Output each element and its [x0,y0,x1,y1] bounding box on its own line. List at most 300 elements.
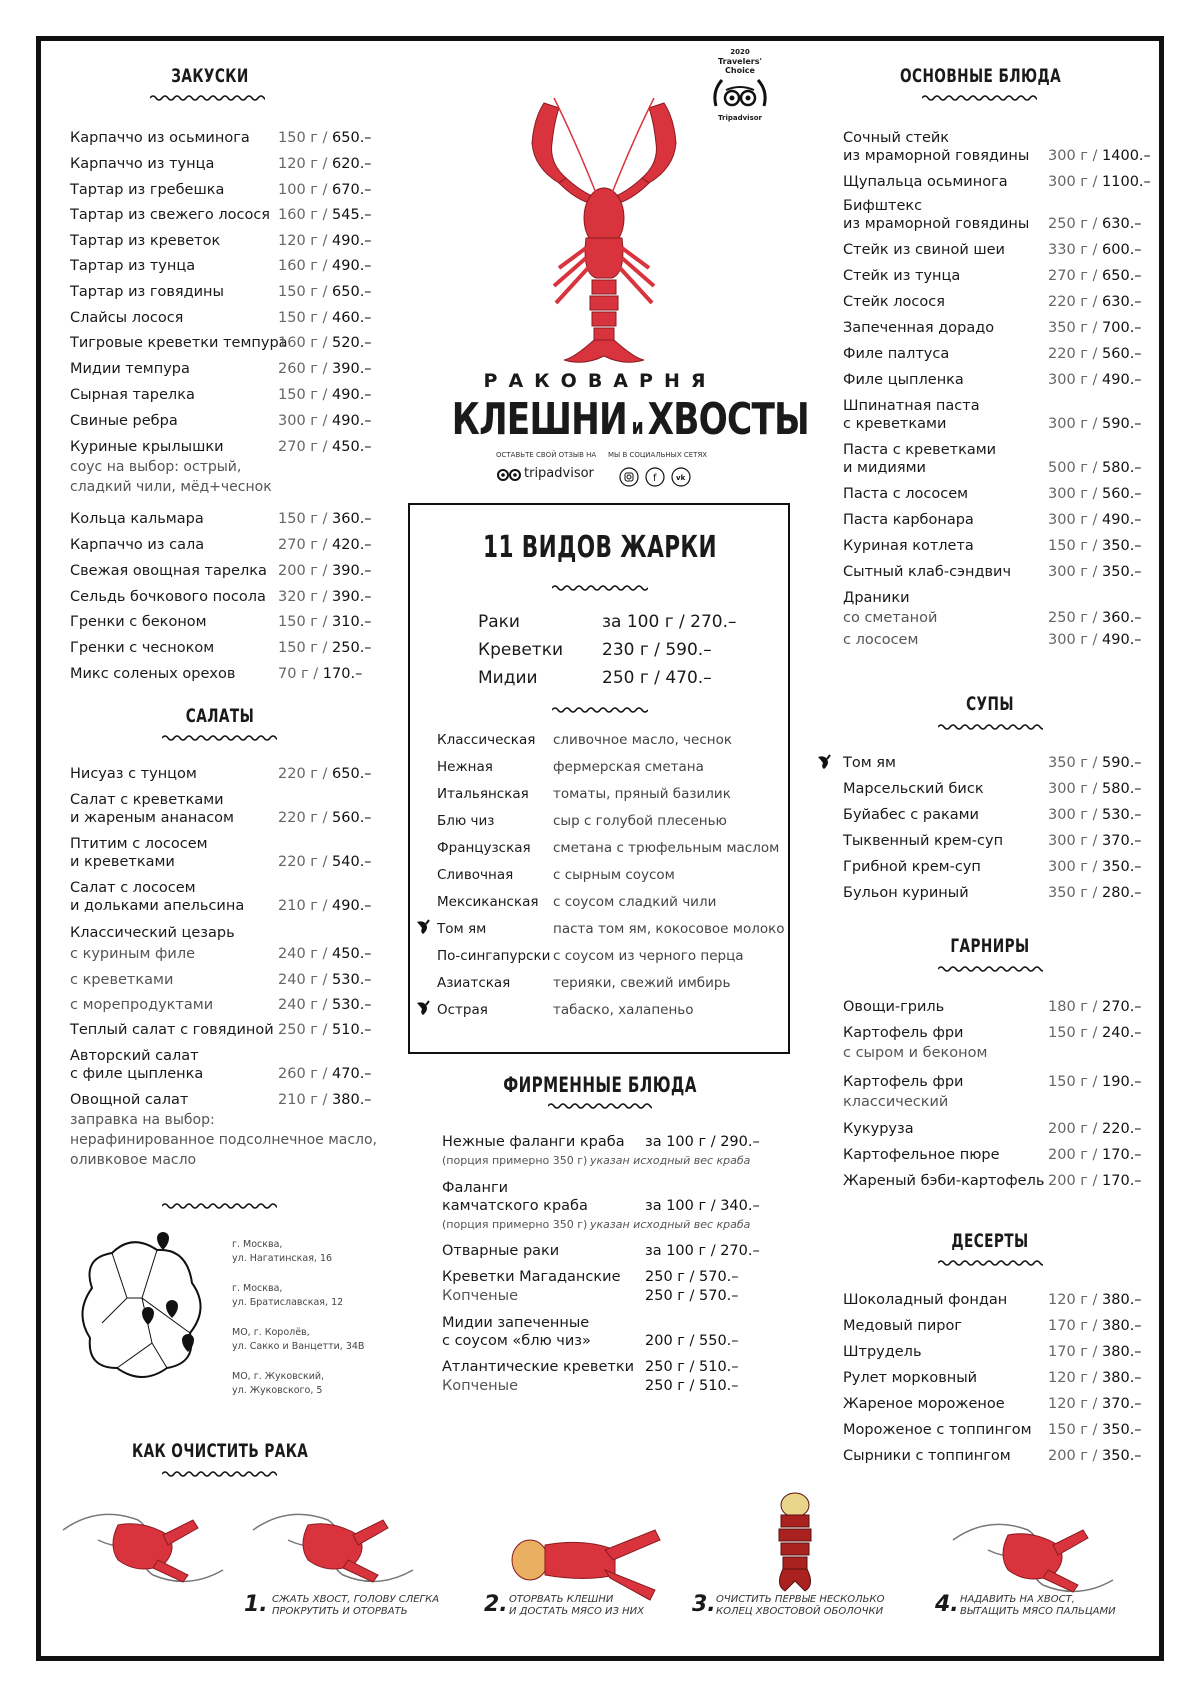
weight: 210 г [278,898,318,914]
signature-crab2-price: за 100 г / 340.– [645,1198,760,1214]
vk-icon[interactable] [671,467,691,487]
sep: / [1087,1292,1103,1308]
price: 350.– [1102,538,1142,554]
price: 510.– [332,1022,372,1038]
main-dish-name: Паста карбонара [843,512,974,528]
sep: / [317,640,333,656]
price-text [278,439,372,456]
price: 545.– [332,207,372,223]
wave-zakuski [150,94,265,102]
main-dish-name: Сытный клаб-сэндвич [843,564,1012,580]
sep: / [317,233,333,249]
brand-name [451,394,809,445]
price-text [1048,1074,1142,1091]
address-line: г. Москва, [232,1239,283,1250]
price: 380.– [1102,1344,1142,1360]
zakuski-item-name: Тартар из тунца [70,258,196,274]
weight: 210 г [278,1092,318,1108]
chili-pepper-icon [414,918,432,936]
weight: 100 г [278,182,318,198]
price: 630.– [1102,294,1142,310]
signature-magadan-price2: 250 г / 570.– [645,1288,739,1304]
price: 350.– [1102,1422,1142,1438]
sep: / [317,972,333,988]
main-dish-name: Филе палтуса [843,346,950,362]
weight: 300 г [1048,148,1088,164]
weight: 350 г [1048,320,1088,336]
address-line: ул. Сакко и Ванцетти, 34В [232,1341,365,1352]
fry-type-name: Азиатская [437,975,511,991]
sep: / [317,511,333,527]
weight: 150 г [278,387,318,403]
signature-note-b: указан исходный вес краба [590,1154,751,1167]
soup-name: Буйабес с раками [843,807,979,823]
main-dish-name: Сочный стейк [843,130,950,146]
weight: 260 г [278,1066,318,1082]
address-line: ул. Жуковского, 5 [232,1385,323,1396]
price-text [1048,610,1142,627]
price-text [1048,486,1142,503]
price: 370.– [1102,1396,1142,1412]
sep: / [317,413,333,429]
sep: / [1087,1396,1103,1412]
weight: 200 г [1048,1121,1088,1137]
sep: / [1087,1121,1103,1137]
author-salad-name: Авторский салат [70,1048,199,1064]
sep: / [317,854,333,870]
price: 490.– [1102,512,1142,528]
caesar-option: с морепродуктами [70,997,214,1013]
tripadvisor-owl-icon[interactable] [496,468,522,482]
price-text [1048,807,1142,824]
warm-salad-name: Теплый салат с говядиной [70,1022,274,1038]
main-dish-name-2: из мраморной говядины [843,216,1030,232]
price-text [278,284,372,301]
main-dish-name: Шпинатная паста [843,398,980,414]
price-text [278,997,372,1014]
main-dish-name: Стейк из тунца [843,268,961,284]
weight: 300 г [1048,512,1088,528]
signature-note: (порция примерно 350 г) [442,1154,588,1167]
weight: 150 г [1048,1422,1088,1438]
price-text [278,946,372,963]
price: 490.– [332,233,372,249]
step-caption: ОТОРВАТЬ КЛЕШНИ [509,1594,614,1605]
side-name: Картофельное пюре [843,1147,1000,1163]
weight: 170 г [1048,1344,1088,1360]
price: 270.– [1102,999,1142,1015]
price: 530.– [332,997,372,1013]
price-text [1048,1396,1142,1413]
price-text [278,310,372,327]
price-text [1048,1025,1142,1042]
weight: 70 г [278,666,309,682]
dessert-name: Сырники с топпингом [843,1448,1011,1464]
price: 190.– [1102,1074,1142,1090]
price-text [278,1066,372,1083]
fry-type-name: Французская [437,840,531,856]
price-text [1048,1292,1142,1309]
salad-name: Нисуаз с тунцом [70,766,197,782]
price-text [278,1022,372,1039]
fry-type-name: Том ям [437,921,487,937]
price-text [278,563,372,580]
fry-base-price: 250 г / 470.– [602,668,712,688]
price: 590.– [1102,416,1142,432]
review-prompt: ОСТАВЬТЕ СВОЙ ОТЗЫВ НА [496,451,597,459]
veg-note: заправка на выбор: [70,1112,215,1128]
price-text [1048,833,1142,850]
price-text [1048,1344,1142,1361]
fry-type-name: По-сингапурски [437,948,551,964]
zakuski-item-name: Кольца кальмара [70,511,204,527]
dessert-name: Рулет морковный [843,1370,978,1386]
signature-mussels-2: с соусом «блю чиз» [442,1333,591,1349]
fry-type-name: Итальянская [437,786,529,802]
price: 580.– [1102,781,1142,797]
signature-note: (порция примерно 350 г) [442,1218,588,1231]
brand-top-line: РАКОВАРНЯ [483,370,717,392]
price: 250.– [332,640,372,656]
price: 650.– [332,284,372,300]
weight: 300 г [1048,564,1088,580]
sep: / [317,387,333,403]
step-caption: СЖАТЬ ХВОСТ, ГОЛОВУ СЛЕГКА [272,1594,440,1605]
price: 470.– [332,1066,372,1082]
sep: / [1087,564,1103,580]
svg-text:f: f [653,473,657,484]
main-dish-name: Бифштекс [843,198,923,214]
price: 350.– [1102,859,1142,875]
weight: 160 г [278,258,318,274]
fry-type-name: Классическая [437,732,536,748]
price-text [1048,999,1142,1016]
wings-note: соус на выбор: острый, [70,459,242,475]
signature-mussels: Мидии запеченные [442,1315,590,1331]
price: 630.– [1102,216,1142,232]
facebook-icon[interactable] [645,467,665,487]
sep: / [308,666,323,682]
price: 380.– [1102,1370,1142,1386]
weight: 300 г [1048,486,1088,502]
sep: / [1087,1318,1103,1334]
price-text [278,413,372,430]
tripadvisor-link[interactable]: tripadvisor [524,466,594,481]
instagram-icon[interactable] [619,467,639,487]
sep: / [317,810,333,826]
weight: 160 г [278,207,318,223]
weight: 150 г [1048,538,1088,554]
dessert-name: Штрудель [843,1344,922,1360]
sep: / [1087,512,1103,528]
price: 360.– [332,511,372,527]
main-dish-name-2: и мидиями [843,460,926,476]
weight: 350 г [1048,755,1088,771]
signature-crab1-price: за 100 г / 290.– [645,1134,760,1150]
price-text [1048,148,1151,165]
weight: 270 г [278,439,318,455]
price: 310.– [332,614,372,630]
signature-magadan-sub: Копченые [442,1288,518,1304]
price-text [1048,1121,1142,1138]
zakuski-item-name: Слайсы лосося [70,310,184,326]
svg-text:vk: vk [676,474,686,482]
step4-tail-shell-illustration [755,1485,930,1595]
price: 380.– [332,1092,372,1108]
chili-pepper-icon [414,999,432,1017]
price-text [278,182,372,199]
price: 620.– [332,156,372,172]
signature-boiled-price: за 100 г / 270.– [645,1243,760,1259]
wave-sides [938,965,1043,973]
sep: / [1087,294,1103,310]
zakuski-item-name: Сельдь бочкового посола [70,589,266,605]
zakuski-item-name: Тартар из свежего лосося [70,207,271,223]
price-text [1048,885,1142,902]
main-dish-name-2: из мраморной говядины [843,148,1030,164]
award-year: 2020 [730,48,750,56]
brand-name-and: и [631,415,643,440]
weight: 270 г [278,537,318,553]
price-text [1048,346,1142,363]
price-text [278,854,372,871]
award-brand: Tripadvisor [718,114,762,122]
salad-name-2: и дольками апельсина [70,898,245,914]
price-text [1048,1448,1142,1465]
sep: / [1087,755,1103,771]
step-caption: НАДАВИТЬ НА ХВОСТ, [960,1594,1075,1605]
price: 220.– [1102,1121,1142,1137]
weight: 300 г [1048,416,1088,432]
zakuski-item-name: Тартар из креветок [70,233,221,249]
price: 490.– [1102,632,1142,648]
price: 170.– [322,666,363,682]
price-text [278,1092,372,1109]
weight: 170 г [1048,1318,1088,1334]
main-dish-name: Запеченная дорадо [843,320,995,336]
step-caption: ПРОКРУТИТЬ И ОТОРВАТЬ [272,1606,408,1617]
sep: / [317,156,333,172]
fry-base-name: Раки [478,612,520,632]
price-text [278,614,372,631]
sep: / [317,310,333,326]
price-text [1048,632,1142,649]
price-text [278,972,372,989]
sep: / [317,537,333,553]
sep: / [1087,216,1103,232]
sep: / [1087,1147,1103,1163]
address-line: ул. Нагатинская, 16 [232,1253,333,1264]
weight: 300 г [278,413,318,429]
weight: 220 г [278,810,318,826]
weight: 500 г [1048,460,1088,476]
price: 350.– [1102,1448,1142,1464]
weight: 200 г [1048,1173,1088,1189]
price: 540.– [332,854,372,870]
price: 390.– [332,361,372,377]
fry-type-desc: томаты, пряный базилик [553,786,731,802]
price-text [1048,1147,1142,1164]
signature-mussels-price: 200 г / 550.– [645,1333,739,1349]
price: 650.– [1102,268,1142,284]
step-number: 1. [244,1592,268,1617]
price-text [1048,512,1142,529]
price: 170.– [1102,1147,1142,1163]
sep: / [317,361,333,377]
zakuski-item-name: Карпаччо из осьминога [70,130,250,146]
price: 1100.– [1102,174,1151,190]
fry-type-desc: сливочное масло, чеснок [553,732,732,748]
price: 670.– [332,182,372,198]
section-title-howto: КАК ОЧИСТИТЬ РАКА [132,1440,309,1462]
fry-type-name: Сливочная [437,867,514,883]
brand-name-b: ХВОСТЫ [647,394,809,445]
fry-type-name: Острая [437,1002,488,1018]
sep: / [317,182,333,198]
main-dish-name: Стейк лосося [843,294,945,310]
price: 650.– [332,766,372,782]
side-name: Овощи-гриль [843,999,945,1015]
tripadvisor-award-icon [710,76,770,116]
price-text [278,810,372,827]
fry-type-desc: сыр с голубой плесенью [553,813,727,829]
step-number: 3. [692,1592,716,1617]
weight: 240 г [278,946,318,962]
sep: / [1087,320,1103,336]
weight: 250 г [278,1022,318,1038]
caesar-option: с куриным филе [70,946,196,962]
weight: 220 г [1048,346,1088,362]
price: 490.– [332,898,372,914]
signature-atlantic-price2: 250 г / 510.– [645,1378,739,1394]
fry-type-name: Мексиканская [437,894,539,910]
fry-base-name: Мидии [478,668,538,688]
draniki-option: со сметаной [843,610,938,626]
section-title-salaty: САЛАТЫ [185,705,255,727]
weight: 220 г [278,854,318,870]
zakuski-item-name: Карпаччо из сала [70,537,205,553]
step-number: 2. [484,1592,508,1617]
sep: / [1087,1173,1103,1189]
sep: / [317,563,333,579]
price: 390.– [332,563,372,579]
sep: / [317,1022,333,1038]
step-caption: ОЧИСТИТЬ ПЕРВЫЕ НЕСКОЛЬКО [716,1594,885,1605]
sep: / [1087,807,1103,823]
zakuski-item-name: Мидии темпура [70,361,190,377]
price: 560.– [332,810,372,826]
price: 520.– [332,335,372,351]
weight: 150 г [1048,1074,1088,1090]
weight: 120 г [1048,1396,1088,1412]
sep: / [1087,859,1103,875]
salad-name: Салат с лососем [70,880,196,896]
zakuski-item-name: Микс соленых орехов [70,666,236,682]
soup-name: Тыквенный крем-суп [843,833,1004,849]
section-title-signature: ФИРМЕННЫЕ БЛЮДА [503,1073,697,1097]
author-salad-name-2: с филе цыпленка [70,1066,204,1082]
weight: 120 г [1048,1292,1088,1308]
dessert-name: Шоколадный фондан [843,1292,1008,1308]
sep: / [317,284,333,300]
fry-type-desc: паста том ям, кокосовое молоко [553,921,785,937]
sep: / [317,614,333,630]
sep: / [1087,1422,1103,1438]
price: 170.– [1102,1173,1142,1189]
zakuski-item-name: Гренки с беконом [70,614,207,630]
price-text [278,335,372,352]
veg-salad-name: Овощной салат [70,1092,189,1108]
fry-type-desc: сметана с трюфельным маслом [553,840,780,856]
sep: / [317,207,333,223]
weight: 300 г [1048,372,1088,388]
weight: 220 г [278,766,318,782]
sep: / [1087,174,1103,190]
section-title-sides: ГАРНИРЫ [950,935,1030,957]
weight: 240 г [278,972,318,988]
weight: 120 г [278,156,318,172]
draniki-name: Драники [843,590,910,606]
signature-magadan-price: 250 г / 570.– [645,1269,739,1285]
weight: 180 г [1048,999,1088,1015]
step-caption: ВЫТАЩИТЬ МЯСО ПАЛЬЦАМИ [960,1606,1116,1617]
price-text [278,130,372,147]
weight: 300 г [1048,859,1088,875]
sep: / [1087,833,1103,849]
main-dish-name: Филе цыпленка [843,372,964,388]
award-line1: Travelers' [718,57,762,66]
weight: 200 г [278,563,318,579]
price: 380.– [1102,1292,1142,1308]
price-text [278,537,372,554]
side-name: Жареный бэби-картофель [843,1173,1045,1189]
price-text [278,361,372,378]
side-name: Картофель фри [843,1074,964,1090]
weight: 150 г [278,310,318,326]
weight: 300 г [1048,781,1088,797]
price-text [278,258,372,275]
sep: / [317,130,333,146]
sep: / [1087,1448,1103,1464]
weight: 300 г [1048,174,1088,190]
weight: 150 г [278,284,318,300]
signature-boiled: Отварные раки [442,1243,560,1259]
fry-type-name: Блю чиз [437,813,495,829]
weight: 260 г [278,361,318,377]
price-text [278,207,372,224]
veg-note: оливковое масло [70,1152,197,1168]
weight: 300 г [1048,833,1088,849]
address-line: МО, г. Жуковский, [232,1371,325,1382]
price: 490.– [332,413,372,429]
price-text [1048,859,1142,876]
fry-type-desc: с сырным соусом [553,867,675,883]
zakuski-item-name: Сырная тарелка [70,387,195,403]
price-text [278,233,372,250]
weight: 150 г [278,130,318,146]
price-text [1048,174,1151,191]
side-sub: с сыром и беконом [843,1045,988,1061]
weight: 160 г [278,335,318,351]
weight: 270 г [1048,268,1088,284]
fry-base-price: 230 г / 590.– [602,640,712,660]
price: 370.– [1102,833,1142,849]
salad-name: Салат с креветками [70,792,224,808]
price-text [1048,294,1142,311]
side-sub: классический [843,1094,949,1110]
sep: / [1087,486,1103,502]
wave-signature [548,1102,652,1110]
